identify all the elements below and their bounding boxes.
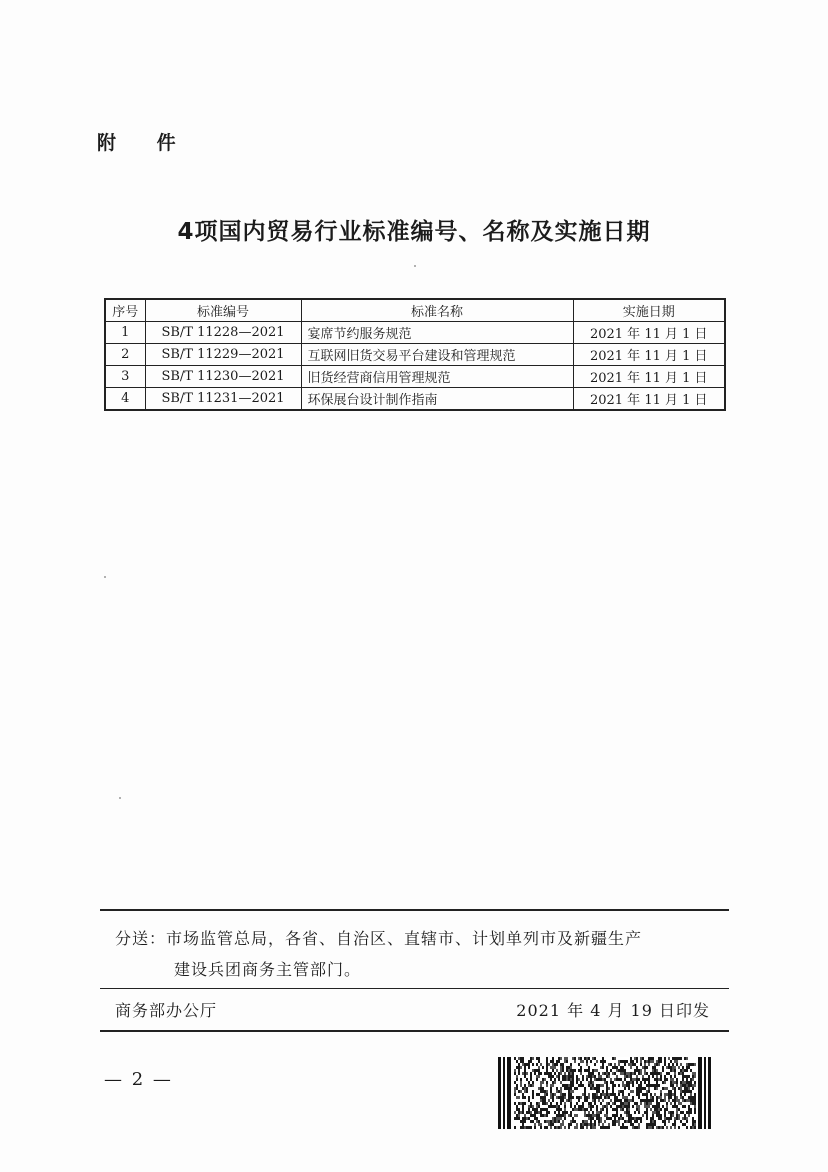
scan-speck	[119, 797, 121, 799]
cell-seq: 4	[105, 388, 145, 411]
header-seq: 序号	[105, 299, 145, 322]
table-row	[105, 388, 725, 411]
cell-name: 宴席节约服务规范	[301, 322, 573, 344]
distribution-line-2: 建设兵团商务主管部门。	[174, 960, 362, 979]
barcode-image	[498, 1057, 712, 1129]
cell-code: SB/T 11228—2021	[145, 322, 301, 344]
cell-seq: 2	[105, 344, 145, 366]
bottom-divider	[100, 1030, 729, 1032]
table-row	[105, 366, 725, 388]
document-title: 4项国内贸易行业标准编号、名称及实施日期	[177, 219, 651, 245]
issue-date: 2021 年 4 月 19 日印发	[516, 1001, 710, 1020]
table-row	[105, 344, 725, 366]
cell-name: 环保展台设计制作指南	[301, 388, 573, 411]
attachment-label: 附 件	[97, 132, 193, 154]
middle-divider	[100, 988, 729, 989]
standards-table	[104, 298, 726, 411]
page-number: — 2 —	[104, 1069, 173, 1090]
header-code: 标准编号	[145, 299, 301, 322]
cell-code: SB/T 11231—2021	[145, 388, 301, 411]
scan-speck	[104, 576, 106, 578]
cell-name: 旧货经营商信用管理规范	[301, 366, 573, 388]
cell-date: 2021 年 11 月 1 日	[573, 366, 725, 388]
cell-code: SB/T 11229—2021	[145, 344, 301, 366]
distribution-list	[115, 923, 715, 985]
top-divider	[100, 909, 729, 911]
table-header-row	[105, 299, 725, 322]
scan-speck	[414, 265, 416, 267]
issuing-office: 商务部办公厅	[115, 1001, 218, 1020]
table-row	[105, 322, 725, 344]
cell-seq: 3	[105, 366, 145, 388]
cell-code: SB/T 11230—2021	[145, 366, 301, 388]
header-name: 标准名称	[301, 299, 573, 322]
cell-name: 互联网旧货交易平台建设和管理规范	[301, 344, 573, 366]
cell-date: 2021 年 11 月 1 日	[573, 344, 725, 366]
cell-seq: 1	[105, 322, 145, 344]
distribution-line-1: 分送：市场监管总局，各省、自治区、直辖市、计划单列市及新疆生产	[115, 929, 643, 948]
cell-date: 2021 年 11 月 1 日	[573, 388, 725, 411]
header-date: 实施日期	[573, 299, 725, 322]
cell-date: 2021 年 11 月 1 日	[573, 322, 725, 344]
